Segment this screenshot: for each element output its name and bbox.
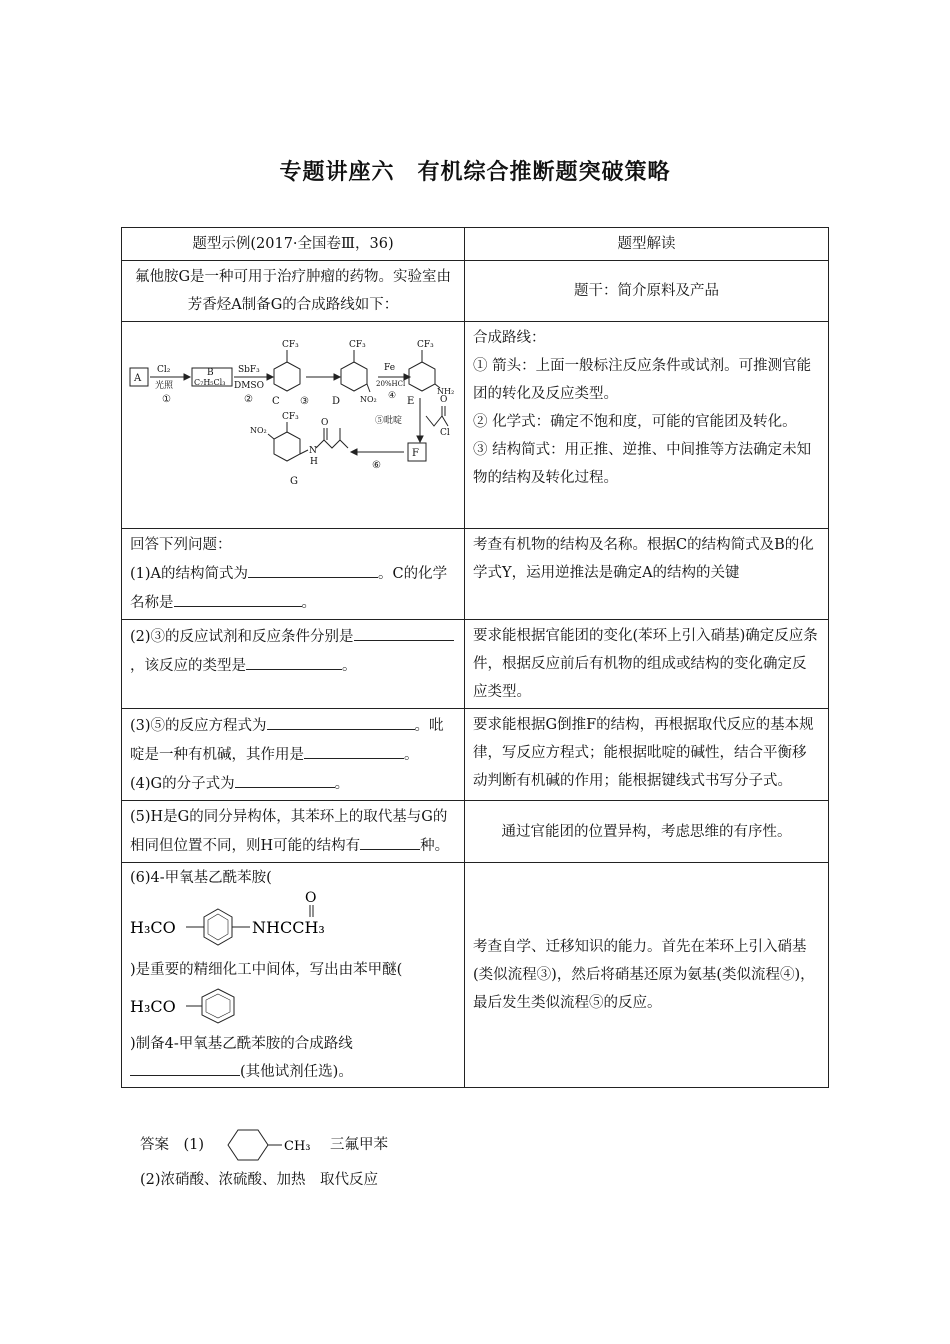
q3-blank-1[interactable] xyxy=(267,711,415,730)
label-g-h: H xyxy=(310,457,318,467)
intro-text: 氟他胺G是一种可用于治疗肿瘤的药物。实验室由芳香烃A制备G的合成路线如下： xyxy=(122,261,465,322)
q6-o-label: O xyxy=(305,891,317,906)
header-example: 题型示例(2017·全国卷Ⅲ，36) xyxy=(122,228,465,261)
q3-text-b: 。吡啶是一种有机碱，其作用是 xyxy=(130,718,444,763)
q1-text-a: (1)A的结构简式为 xyxy=(130,566,249,582)
question-5 xyxy=(122,801,465,863)
benzene-ring-e xyxy=(409,362,435,391)
route-analysis-item-2: ② 化学式：确定不饱和度，可能的官能团及转化。 xyxy=(473,414,797,430)
question-5-row xyxy=(122,801,829,863)
question-1-row xyxy=(122,529,829,620)
route-analysis-item-3: ③ 结构简式：用正推、逆推、中间推等方法确定未知物的结构及转化过程。 xyxy=(473,442,812,486)
answer-line-1 xyxy=(140,1125,388,1165)
label-e-cf3: CF₃ xyxy=(417,340,434,350)
answer-label: 答案 (1) xyxy=(140,1137,205,1153)
q2-blank-2[interactable] xyxy=(246,651,342,670)
label-step4: ④ xyxy=(388,391,397,401)
label-acyl-o: O xyxy=(440,395,448,405)
label-sbf3: SbF₃ xyxy=(238,365,260,375)
route-row xyxy=(122,322,829,529)
answer-ch3-label: CH₃ xyxy=(284,1139,311,1154)
label-f: F xyxy=(412,448,419,459)
question-1 xyxy=(122,529,465,620)
q2-text-b: ，该反应的类型是 xyxy=(130,658,246,674)
q3-text-a: (3)⑤的反应方程式为 xyxy=(130,718,267,734)
question-5-analysis: 通过官能团的位置异构，考虑思维的有序性。 xyxy=(465,801,829,863)
label-g-o: O xyxy=(321,418,329,428)
label-d-no2: NO₂ xyxy=(360,395,377,404)
label-fe: Fe xyxy=(384,363,396,373)
structure-toluene xyxy=(212,1125,322,1165)
benzene-ring-g xyxy=(274,432,300,461)
q6-h3co-label: H₃CO xyxy=(130,918,176,937)
q1-text-b: 。C的化学名称是 xyxy=(130,566,448,611)
benzene-ring-d xyxy=(341,362,367,391)
q3-text-c: 。 xyxy=(404,747,419,763)
question-3 xyxy=(122,709,465,801)
q6-text-a: (6)4-甲氧基乙酰苯胺( xyxy=(130,870,272,886)
label-cl2: Cl₂ xyxy=(157,365,171,375)
q5-text-b: 种。 xyxy=(420,838,450,854)
structure-methoxyacetanilide xyxy=(130,891,360,957)
q6-text-c: )制备4-甲氧基乙酰苯胺的合成路线 xyxy=(130,1036,353,1052)
intro-row xyxy=(122,261,829,322)
answer-line-2: (2)浓硝酸、浓硫酸、加热 取代反应 xyxy=(140,1172,379,1188)
header-analysis: 题型解读 xyxy=(465,228,829,261)
question-6-row xyxy=(122,863,829,1088)
label-c: C xyxy=(272,396,280,407)
question-3-analysis: 要求能根据G倒推F的结构，再根据取代反应的基本规律，写反应方程式；能根据吡啶的碱性，结合平衡移动判断有机碱的作用；能根据键线式书写分子式。 xyxy=(465,709,829,801)
route-analysis-item-1: ① 箭头：上面一般标注反应条件或试剂。可推测官能团的转化及反应类型。 xyxy=(473,358,812,402)
q3-blank-2[interactable] xyxy=(304,740,404,759)
q5-blank[interactable] xyxy=(360,831,420,850)
question-table xyxy=(121,227,829,1088)
label-c-cf3: CF₃ xyxy=(282,340,299,350)
q6-anisole-h3co-label: H₃CO xyxy=(130,997,176,1016)
q4-blank[interactable] xyxy=(235,769,335,788)
label-step3: ③ xyxy=(300,396,309,407)
question-6-analysis: 考查自学、迁移知识的能力。首先在苯环上引入硝基(类似流程③)，然后将硝基还原为氨基(类似流程④)，最后发生类似流程⑤的反应。 xyxy=(465,863,829,1088)
q6-text-b: )是重要的精细化工中间体，写出由苯甲醚( xyxy=(130,962,403,978)
q2-blank-1[interactable] xyxy=(354,622,454,641)
label-e: E xyxy=(407,396,415,407)
question-1-analysis: 考查有机物的结构及名称。根据C的结构简式及B的化学式Y，运用逆推法是确定A的结构的关键 xyxy=(465,529,829,620)
question-intro: 回答下列问题： xyxy=(130,537,232,553)
q4-text-b: 。 xyxy=(334,776,350,792)
benzene-ring-c xyxy=(274,362,300,391)
label-d: D xyxy=(332,396,341,407)
route-analysis xyxy=(465,322,829,529)
label-step5: ⑤吡啶 xyxy=(375,416,403,426)
label-g: G xyxy=(290,476,298,487)
label-nh2: NH₂ xyxy=(437,387,455,396)
q2-text-a: (2)③的反应试剂和反应条件分别是 xyxy=(130,629,354,645)
q6-text-d: (其他试剂任选)。 xyxy=(240,1064,353,1080)
answer-section xyxy=(140,1125,388,1195)
question-3-row xyxy=(122,709,829,801)
route-analysis-title: 合成路线： xyxy=(473,330,546,346)
q5-text-a: (5)H是G的同分异构体，其苯环上的取代基与G的相同但位置不同，则H可能的结构有 xyxy=(130,809,448,854)
label-a: A xyxy=(134,373,142,384)
q2-text-c: 。 xyxy=(342,658,357,674)
q1-text-c: 。 xyxy=(301,595,316,611)
label-d-cf3: CF₃ xyxy=(349,340,366,350)
synthesis-route-diagram xyxy=(122,322,462,518)
label-g-cf3: CF₃ xyxy=(282,412,299,422)
label-acyl-cl: Cl xyxy=(440,428,450,438)
q6-blank[interactable] xyxy=(130,1057,240,1076)
answer-name: 三氟甲苯 xyxy=(330,1137,389,1153)
page-title: 专题讲座六 有机综合推断题突破策略 xyxy=(279,160,671,185)
label-g-no2: NO₂ xyxy=(250,426,267,435)
label-hcl: 20%HCl xyxy=(376,380,406,388)
question-2-analysis: 要求能根据官能团的变化(苯环上引入硝基)确定反应条件，根据反应前后有机物的组成或结构的变化确定反应类型。 xyxy=(465,620,829,709)
question-2-row xyxy=(122,620,829,709)
structure-anisole xyxy=(130,983,250,1031)
label-g-n: N xyxy=(309,446,317,456)
q6-nhcch3-label: NHCCH₃ xyxy=(252,918,325,937)
label-dmso: DMSO xyxy=(234,381,264,391)
question-2 xyxy=(122,620,465,709)
label-step2: ② xyxy=(244,394,253,405)
label-step1: ① xyxy=(162,394,171,405)
intro-analysis: 题干：简介原料及产品 xyxy=(465,261,829,322)
label-b: B xyxy=(207,368,214,378)
table-header-row xyxy=(122,228,829,261)
route-diagram-cell xyxy=(122,322,465,529)
question-6 xyxy=(122,863,465,1088)
q1-blank-2[interactable] xyxy=(174,588,302,607)
label-step6: ⑥ xyxy=(372,460,381,471)
q1-blank-1[interactable] xyxy=(248,559,378,578)
label-b-formula: C₇H₅Cl₃ xyxy=(194,378,226,387)
label-light: 光照 xyxy=(155,381,174,391)
q4-text-a: (4)G的分子式为 xyxy=(130,776,235,792)
